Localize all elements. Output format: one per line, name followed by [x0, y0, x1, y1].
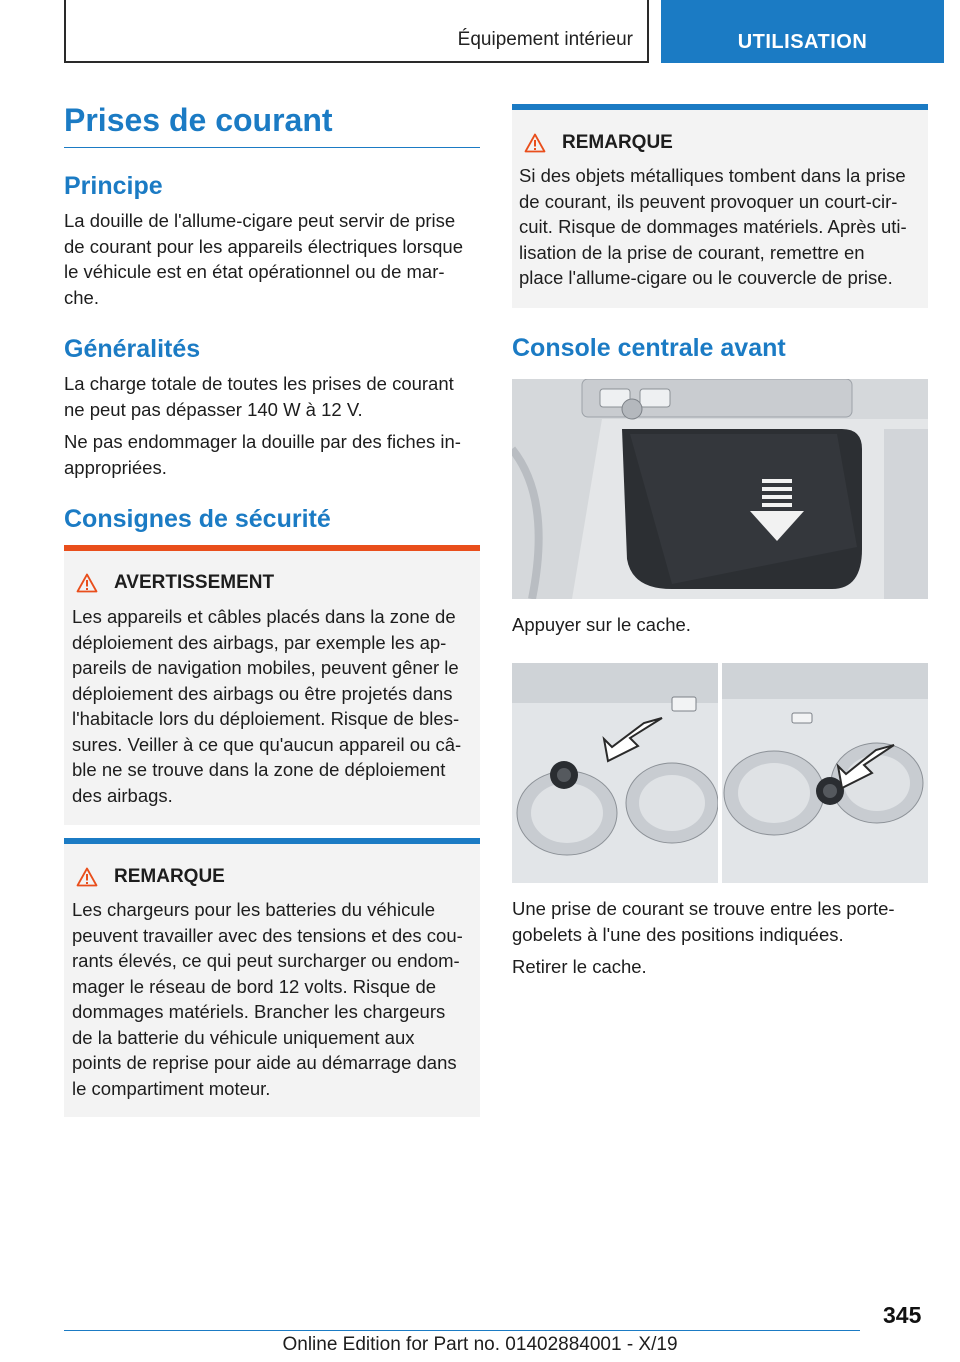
caption-prise	[512, 896, 928, 947]
text-line: ne peut pas dépasser 140 W à 12 V.	[64, 398, 363, 420]
text-line: l'habitacle lors du déploiement. Risque de bles-	[72, 708, 460, 729]
header-chapter-label: UTILISATION	[737, 31, 868, 53]
footer-edition: Online Edition for Part no. 01402884001 - X/19	[282, 1334, 678, 1355]
text-line: appropriées.	[64, 456, 167, 478]
text-line: peuvent travailler avec des tensions et des cou-	[72, 924, 463, 946]
heading-principe: Principe	[64, 172, 163, 200]
heading-console: Console centrale avant	[512, 334, 786, 362]
console-cover-photo	[512, 379, 928, 599]
note-box	[64, 838, 480, 1117]
text-line: gobelets à l'une des positions indiquées.	[512, 923, 844, 945]
text-line: Les chargeurs pour les batteries du véhicule	[72, 899, 436, 920]
text-line: lisation de la prise de courant, remettre en	[519, 241, 865, 263]
footer-rule	[64, 1330, 860, 1331]
caption-appuyer: Appuyer sur le cache.	[512, 614, 691, 635]
note-bar	[64, 838, 480, 844]
cupholder-photo	[512, 663, 928, 883]
text-line: place l'allume-cigare ou le couvercle de prise.	[519, 267, 893, 288]
page-number: 345	[883, 1302, 922, 1328]
note-box-right	[512, 104, 928, 308]
warning-box	[64, 545, 480, 825]
generalites-text-1	[64, 371, 484, 422]
text-line: che.	[64, 286, 99, 308]
text-line: dommages matériels. Brancher les chargeurs	[72, 1001, 446, 1022]
cupholder-view-left	[512, 663, 718, 883]
text-line: Ne pas endommager la douille par des fiches in-	[64, 431, 461, 452]
note-text	[72, 897, 478, 1101]
text-line: des airbags.	[72, 784, 173, 806]
warning-label: AVERTISSEMENT	[114, 572, 275, 593]
text-line: La douille de l'allume-cigare peut servir de prise	[64, 210, 456, 231]
text-line: La charge totale de toutes les prises de courant	[64, 373, 454, 394]
note-text	[519, 163, 927, 291]
text-line: sures. Veiller à ce que qu'aucun appareil ou câ-	[72, 733, 462, 755]
warning-bar	[64, 545, 480, 551]
warning-triangle-icon	[76, 867, 98, 887]
note-heading	[76, 866, 225, 888]
warning-heading	[76, 572, 274, 594]
text-line: de la batterie du véhicule uniquement aux	[72, 1026, 415, 1048]
text-line: rants élevés, ce qui peut surcharger ou endom-	[72, 950, 460, 971]
warning-text	[72, 604, 478, 808]
text-line: cuit. Risque de dommages matériels. Après uti-	[519, 216, 907, 237]
warning-triangle-icon	[76, 573, 98, 593]
page-title: Prises de courant	[64, 102, 333, 138]
text-line: Une prise de courant se trouve entre les porte-	[512, 898, 895, 919]
note-heading	[524, 132, 673, 154]
text-line: déploiement des airbags, par exemple les ap-	[72, 631, 447, 653]
text-line: points de reprise pour aide au démarrage dans	[72, 1052, 457, 1073]
heading-consignes: Consignes de sécurité	[64, 505, 331, 533]
cupholder-view-right	[722, 663, 928, 883]
text-line: ble ne se trouve dans la zone de déploiement	[72, 759, 446, 780]
note-bar	[512, 104, 928, 110]
text-line: Si des objets métalliques tombent dans la prise	[519, 165, 906, 186]
caption-retirer: Retirer le cache.	[512, 956, 647, 977]
note-label: REMARQUE	[562, 132, 673, 153]
title-rule	[64, 147, 480, 148]
principe-text	[64, 208, 484, 310]
generalites-text-2	[64, 429, 484, 480]
text-line: de courant, ils peuvent provoquer un court-cir-	[519, 190, 898, 212]
header-section	[64, 0, 649, 63]
text-line: de courant pour les appareils électriques lorsque	[64, 235, 464, 257]
text-line: Les appareils et câbles placés dans la zone de	[72, 606, 456, 627]
warning-triangle-icon	[524, 133, 546, 153]
header-chapter	[661, 0, 944, 63]
text-line: pareils de navigation mobiles, peuvent gêner le	[72, 657, 459, 678]
text-line: déploiement des airbags ou être projetés dans	[72, 682, 453, 704]
heading-generalites: Généralités	[64, 335, 201, 363]
header-section-label: Équipement intérieur	[457, 29, 633, 50]
text-line: le véhicule est en état opérationnel ou de mar-	[64, 261, 445, 282]
text-line: mager le réseau de bord 12 volts. Risque de	[72, 975, 437, 997]
text-line: le compartiment moteur.	[72, 1077, 271, 1099]
note-label: REMARQUE	[114, 866, 225, 887]
